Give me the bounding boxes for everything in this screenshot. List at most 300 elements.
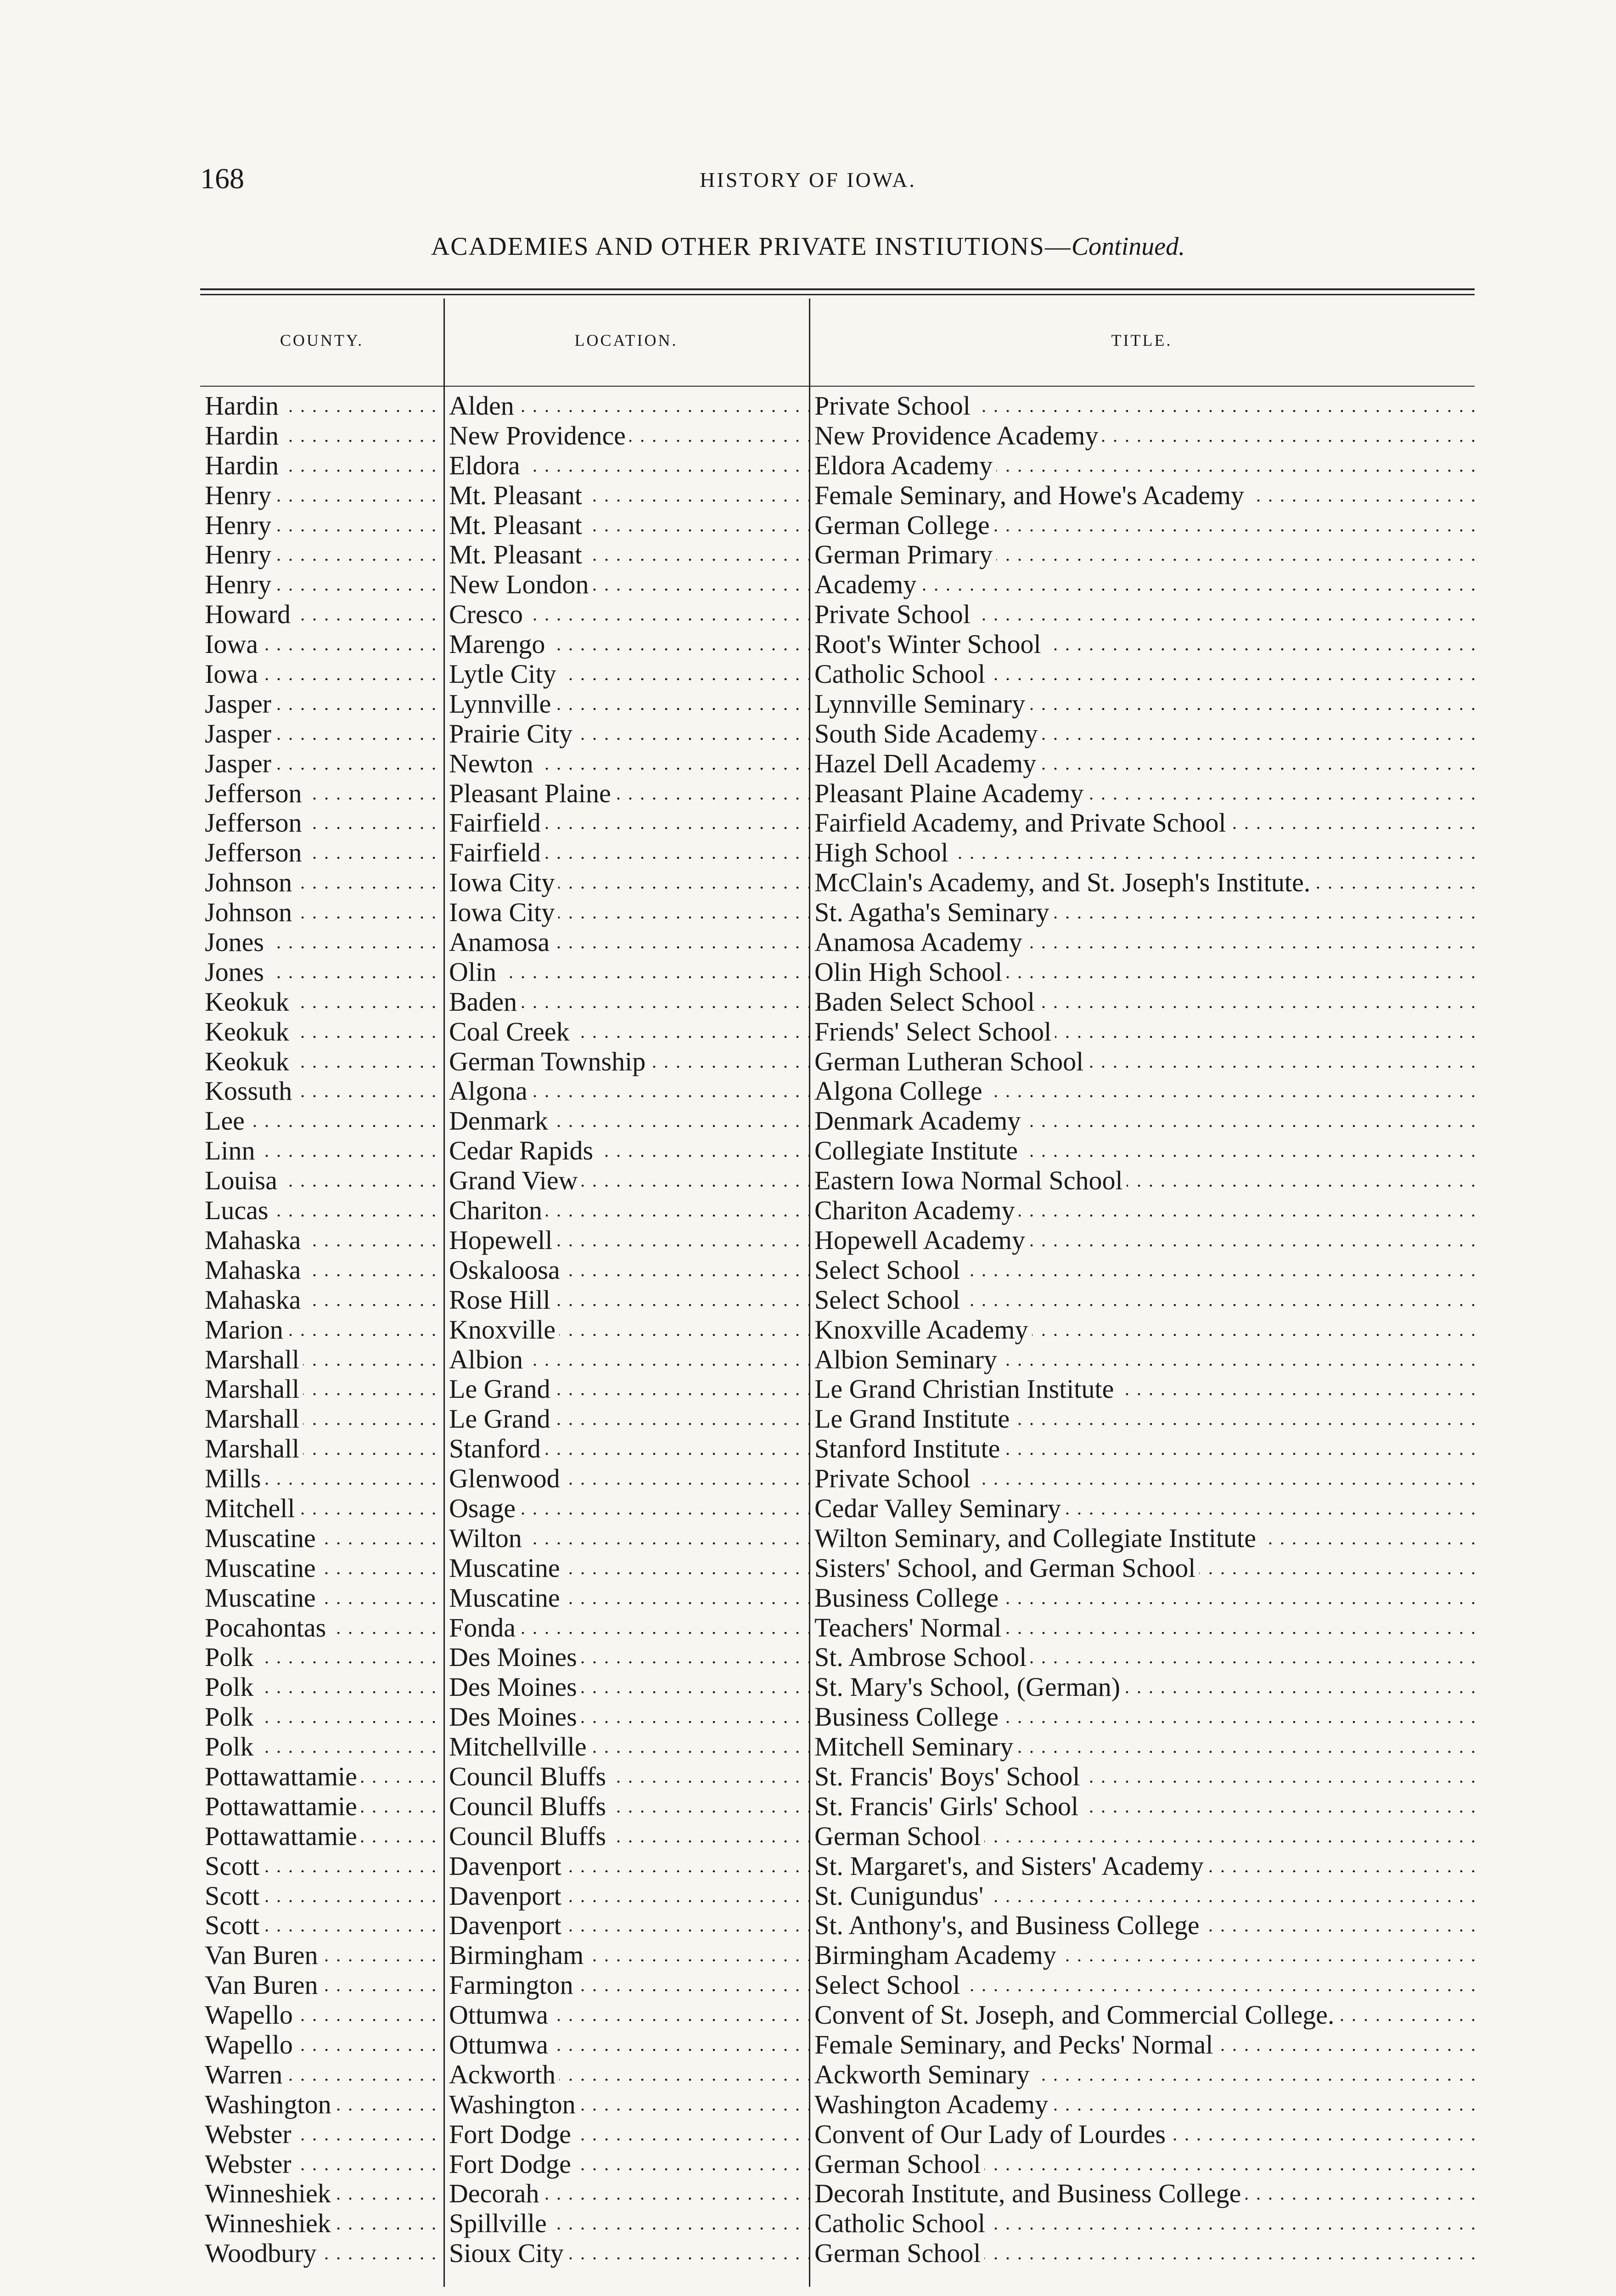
county-cell xyxy=(205,391,443,421)
location-cell xyxy=(449,898,809,928)
title-cell xyxy=(814,1136,1475,1166)
county-cell xyxy=(205,659,443,689)
location-cell-text: Alden xyxy=(449,391,518,421)
table-row xyxy=(200,421,1475,451)
title-cell-text: Knoxville Academy xyxy=(814,1315,1032,1345)
county-cell-text: Henry xyxy=(205,481,275,510)
table-row xyxy=(200,868,1475,898)
table-row xyxy=(200,1226,1475,1255)
county-cell-text: Mahaska xyxy=(205,1255,304,1285)
title-cell xyxy=(814,1166,1475,1196)
location-cell xyxy=(449,1851,809,1881)
county-cell xyxy=(205,1941,443,1970)
county-cell xyxy=(205,987,443,1017)
county-cell xyxy=(205,1583,443,1613)
location-cell-text: New London xyxy=(449,570,592,599)
location-cell-text: New Providence xyxy=(449,421,629,450)
table-row xyxy=(200,1911,1475,1941)
location-cell-text: Pleasant Plaine xyxy=(449,779,615,808)
county-cell xyxy=(205,1970,443,2000)
title-cell xyxy=(814,1851,1475,1881)
location-cell-text: Des Moines xyxy=(449,1672,581,1702)
title-cell-text: German School xyxy=(814,1822,984,1851)
title-cell-text: Female Seminary, and Pecks' Normal xyxy=(814,2030,1217,2060)
location-cell-text: Fort Dodge xyxy=(449,2120,575,2149)
title-cell-text: Friends' Select School xyxy=(814,1017,1055,1047)
title-cell xyxy=(814,1613,1475,1643)
title-cell-text: Ackworth Seminary xyxy=(814,2060,1033,2089)
location-cell-text: Council Bluffs xyxy=(449,1762,610,1791)
location-cell xyxy=(449,1285,809,1315)
location-cell xyxy=(449,1643,809,1672)
table-row xyxy=(200,1315,1475,1345)
title-cell-text: German Primary xyxy=(814,540,996,569)
title-cell xyxy=(814,2060,1475,2090)
location-cell-text: Olin xyxy=(449,957,500,987)
location-cell xyxy=(449,1255,809,1285)
location-cell-text: Glenwood xyxy=(449,1464,564,1493)
county-cell-text: Jasper xyxy=(205,749,275,778)
title-cell xyxy=(814,2090,1475,2120)
location-cell-text: Fonda xyxy=(449,1613,519,1643)
location-cell xyxy=(449,1404,809,1434)
table-row xyxy=(200,630,1475,659)
location-cell xyxy=(449,1047,809,1077)
county-cell-text: Jefferson xyxy=(205,779,306,808)
title-cell xyxy=(814,689,1475,719)
county-cell-text: Mahaska xyxy=(205,1285,304,1315)
county-cell-text: Van Buren xyxy=(205,1970,321,2000)
county-cell xyxy=(205,1136,443,1166)
location-cell xyxy=(449,838,809,868)
title-cell-text: New Providence Academy xyxy=(814,421,1102,450)
title-cell-text: Private School xyxy=(814,391,974,421)
table-row xyxy=(200,570,1475,600)
table-row xyxy=(200,1672,1475,1702)
county-cell xyxy=(205,1762,443,1792)
title-cell xyxy=(814,1345,1475,1375)
location-cell-text: Denmark xyxy=(449,1106,552,1136)
location-cell-text: Decorah xyxy=(449,2179,543,2208)
county-cell-text: Iowa xyxy=(205,659,262,689)
county-cell-text: Polk xyxy=(205,1672,257,1702)
location-cell xyxy=(449,1672,809,1702)
location-cell-text: Council Bluffs xyxy=(449,1792,610,1821)
location-cell xyxy=(449,570,809,600)
location-cell xyxy=(449,1911,809,1941)
county-cell-text: Scott xyxy=(205,1851,263,1881)
location-cell xyxy=(449,1553,809,1583)
title-cell-text: Convent of St. Joseph, and Commercial College. xyxy=(814,2000,1338,2030)
location-cell xyxy=(449,1106,809,1136)
location-cell-text: Muscatine xyxy=(449,1553,564,1583)
table-row xyxy=(200,1524,1475,1553)
title-cell xyxy=(814,1285,1475,1315)
location-cell-text: Grand View xyxy=(449,1166,582,1195)
county-cell-text: Marshall xyxy=(205,1345,303,1374)
county-cell xyxy=(205,1851,443,1881)
title-cell-text: St. Agatha's Seminary xyxy=(814,898,1053,927)
county-cell-text: Polk xyxy=(205,1702,257,1732)
table-row xyxy=(200,987,1475,1017)
location-cell xyxy=(449,1762,809,1792)
county-cell xyxy=(205,1285,443,1315)
county-cell-text: Washington xyxy=(205,2090,335,2119)
county-cell-text: Lee xyxy=(205,1106,248,1136)
title-cell xyxy=(814,1792,1475,1822)
title-cell-text: McClain's Academy, and St. Joseph's Institute. xyxy=(814,868,1314,897)
location-cell xyxy=(449,1970,809,2000)
location-cell xyxy=(449,1583,809,1613)
county-cell xyxy=(205,570,443,600)
county-cell-text: Jefferson xyxy=(205,838,306,867)
title-cell-text: St. Cunigundus' xyxy=(814,1881,987,1911)
table-row xyxy=(200,1613,1475,1643)
column-header-title: TITLE. xyxy=(1111,331,1173,349)
county-cell xyxy=(205,511,443,540)
location-cell-text: Le Grand xyxy=(449,1374,554,1404)
location-cell-text: Washington xyxy=(449,2090,579,2119)
title-cell-text: German College xyxy=(814,511,993,540)
table-title xyxy=(0,232,1616,261)
title-cell-text: St. Anthony's, and Business College xyxy=(814,1911,1203,1940)
table-row xyxy=(200,1255,1475,1285)
location-cell-text: Mt. Pleasant xyxy=(449,481,586,510)
table-row xyxy=(200,1106,1475,1136)
title-cell-text: German School xyxy=(814,2150,984,2179)
county-cell-text: Mills xyxy=(205,1464,265,1493)
title-cell-text: Business College xyxy=(814,1583,1002,1613)
location-cell xyxy=(449,540,809,570)
location-cell xyxy=(449,2150,809,2179)
location-cell-text: Council Bluffs xyxy=(449,1822,610,1851)
county-cell-text: Marshall xyxy=(205,1374,303,1404)
county-cell-text: Muscatine xyxy=(205,1524,320,1553)
county-cell xyxy=(205,1196,443,1226)
title-cell-text: Birmingham Academy xyxy=(814,1941,1060,1970)
location-cell-text: Mitchellville xyxy=(449,1732,590,1761)
county-cell-text: Hardin xyxy=(205,421,282,450)
county-cell xyxy=(205,1404,443,1434)
county-cell xyxy=(205,957,443,987)
county-cell xyxy=(205,1643,443,1672)
title-cell-text: Lynnville Seminary xyxy=(814,689,1029,719)
county-cell xyxy=(205,1524,443,1553)
location-cell xyxy=(449,511,809,540)
title-cell xyxy=(814,928,1475,957)
title-cell-text: Catholic School xyxy=(814,2209,989,2238)
location-cell xyxy=(449,749,809,779)
table-row xyxy=(200,1345,1475,1375)
county-cell xyxy=(205,1792,443,1822)
title-cell xyxy=(814,1970,1475,2000)
table-row xyxy=(200,2209,1475,2239)
location-cell xyxy=(449,2179,809,2209)
county-cell xyxy=(205,2209,443,2239)
table-row xyxy=(200,1762,1475,1792)
county-cell-text: Mahaska xyxy=(205,1226,304,1255)
table-row xyxy=(200,689,1475,719)
county-cell xyxy=(205,2000,443,2030)
title-cell-text: Private School xyxy=(814,600,974,629)
location-cell xyxy=(449,2120,809,2150)
location-cell-text: Davenport xyxy=(449,1881,565,1911)
county-cell xyxy=(205,719,443,749)
table-row xyxy=(200,511,1475,540)
title-cell-text: Baden Select School xyxy=(814,987,1038,1017)
title-cell-text: Catholic School xyxy=(814,659,989,689)
county-cell-text: Wapello xyxy=(205,2030,297,2060)
county-cell-text: Henry xyxy=(205,540,275,569)
location-cell-text: Osage xyxy=(449,1494,519,1523)
county-cell xyxy=(205,1345,443,1375)
location-cell-text: Wilton xyxy=(449,1524,526,1553)
title-cell-text: Business College xyxy=(814,1702,1002,1732)
title-cell xyxy=(814,1226,1475,1255)
table-row xyxy=(200,1047,1475,1077)
county-cell xyxy=(205,2120,443,2150)
county-cell xyxy=(205,779,443,809)
location-cell xyxy=(449,481,809,511)
county-cell xyxy=(205,1464,443,1494)
title-cell xyxy=(814,540,1475,570)
title-cell xyxy=(814,1315,1475,1345)
county-cell-text: Hardin xyxy=(205,451,282,480)
title-cell xyxy=(814,1583,1475,1613)
county-cell-text: Jones xyxy=(205,928,268,957)
location-cell-text: Fairfield xyxy=(449,838,544,867)
title-cell-text: Hopewell Academy xyxy=(814,1226,1029,1255)
county-cell-text: Marshall xyxy=(205,1404,303,1434)
title-cell xyxy=(814,1076,1475,1106)
county-cell xyxy=(205,1166,443,1196)
county-cell xyxy=(205,600,443,630)
county-cell-text: Jasper xyxy=(205,719,275,748)
table-row xyxy=(200,1434,1475,1464)
title-cell-text: Le Grand Institute xyxy=(814,1404,1013,1434)
location-cell xyxy=(449,1166,809,1196)
county-cell-text: Scott xyxy=(205,1911,263,1940)
table-row xyxy=(200,838,1475,868)
location-cell-text: Knoxville xyxy=(449,1315,559,1345)
table-title-main: ACADEMIES AND OTHER PRIVATE INSTIUTIONS— xyxy=(431,232,1072,261)
county-cell xyxy=(205,1255,443,1285)
title-cell-text: Collegiate Institute xyxy=(814,1136,1021,1165)
county-cell-text: Marshall xyxy=(205,1434,303,1463)
county-cell-text: Wapello xyxy=(205,2000,297,2030)
table-row xyxy=(200,2060,1475,2090)
county-cell-text: Linn xyxy=(205,1136,259,1165)
column-header-county: COUNTY. xyxy=(280,331,364,349)
location-cell-text: Fairfield xyxy=(449,808,544,838)
county-cell-text: Johnson xyxy=(205,898,296,927)
table-row xyxy=(200,1017,1475,1047)
county-cell-text: Louisa xyxy=(205,1166,281,1195)
county-cell-text: Polk xyxy=(205,1732,257,1761)
table-row xyxy=(200,2090,1475,2120)
location-cell xyxy=(449,808,809,838)
county-cell-text: Keokuk xyxy=(205,1017,293,1047)
county-cell xyxy=(205,1374,443,1404)
location-cell xyxy=(449,1226,809,1255)
location-cell-text: Stanford xyxy=(449,1434,544,1463)
location-cell-text: Newton xyxy=(449,749,537,778)
county-cell xyxy=(205,1315,443,1345)
institutions-table xyxy=(200,391,1475,2268)
location-cell-text: Hopewell xyxy=(449,1226,556,1255)
location-cell-text: Eldora xyxy=(449,451,524,480)
county-cell-text: Polk xyxy=(205,1643,257,1672)
title-cell xyxy=(814,1732,1475,1762)
county-cell xyxy=(205,1076,443,1106)
county-cell-text: Winneshiek xyxy=(205,2179,335,2208)
table-row xyxy=(200,749,1475,779)
title-cell xyxy=(814,987,1475,1017)
location-cell xyxy=(449,1374,809,1404)
location-cell-text: Muscatine xyxy=(449,1583,564,1613)
location-cell xyxy=(449,868,809,898)
location-cell-text: Iowa City xyxy=(449,868,558,897)
title-cell-text: Denmark Academy xyxy=(814,1106,1024,1136)
location-cell-text: Marengo xyxy=(449,630,549,659)
location-cell-text: Ottumwa xyxy=(449,2030,552,2060)
title-cell-text: Eastern Iowa Normal School xyxy=(814,1166,1127,1195)
title-cell xyxy=(814,451,1475,481)
county-cell-text: Keokuk xyxy=(205,1047,293,1076)
county-cell xyxy=(205,540,443,570)
county-cell xyxy=(205,1822,443,1851)
county-cell xyxy=(205,2030,443,2060)
location-cell xyxy=(449,1464,809,1494)
table-row xyxy=(200,451,1475,481)
county-cell xyxy=(205,749,443,779)
title-cell-text: Anamosa Academy xyxy=(814,928,1026,957)
table-row xyxy=(200,1583,1475,1613)
title-cell xyxy=(814,868,1475,898)
county-cell xyxy=(205,689,443,719)
title-cell xyxy=(814,1404,1475,1434)
table-row xyxy=(200,1464,1475,1494)
title-cell-text: Academy xyxy=(814,570,920,599)
location-cell xyxy=(449,928,809,957)
title-cell xyxy=(814,2150,1475,2179)
title-cell xyxy=(814,2000,1475,2030)
location-cell xyxy=(449,1315,809,1345)
title-cell-text: Select School xyxy=(814,1255,964,1285)
location-cell xyxy=(449,1524,809,1553)
county-cell xyxy=(205,1553,443,1583)
table-row xyxy=(200,1702,1475,1732)
county-cell-text: Jefferson xyxy=(205,808,306,838)
title-cell xyxy=(814,1255,1475,1285)
title-cell xyxy=(814,1464,1475,1494)
table-row xyxy=(200,779,1475,809)
title-cell xyxy=(814,1881,1475,1911)
county-cell xyxy=(205,1613,443,1643)
title-cell-text: Female Seminary, and Howe's Academy xyxy=(814,481,1248,510)
table-row xyxy=(200,2239,1475,2268)
title-cell xyxy=(814,421,1475,451)
location-cell-text: Ottumwa xyxy=(449,2000,552,2030)
page-number: 168 xyxy=(200,162,244,195)
title-cell-text: St. Mary's School, (German) xyxy=(814,1672,1124,1702)
county-cell-text: Pottawattamie xyxy=(205,1822,361,1851)
table-row xyxy=(200,719,1475,749)
top-rule-secondary xyxy=(200,294,1475,295)
title-cell-text: Washington Academy xyxy=(814,2090,1052,2119)
title-cell xyxy=(814,1702,1475,1732)
title-cell-text: Le Grand Christian Institute xyxy=(814,1374,1117,1404)
county-cell-text: Henry xyxy=(205,511,275,540)
title-cell xyxy=(814,570,1475,600)
title-cell xyxy=(814,1494,1475,1524)
location-cell xyxy=(449,391,809,421)
title-cell xyxy=(814,1047,1475,1077)
title-cell-text: Algona College xyxy=(814,1076,986,1106)
location-cell-text: Albion xyxy=(449,1345,527,1374)
location-cell-text: Davenport xyxy=(449,1911,565,1940)
location-cell-text: Spillville xyxy=(449,2209,550,2238)
running-head: HISTORY OF IOWA. xyxy=(700,168,916,191)
title-cell xyxy=(814,2030,1475,2060)
location-cell xyxy=(449,719,809,749)
title-cell xyxy=(814,1434,1475,1464)
title-cell-text: Olin High School xyxy=(814,957,1006,987)
table-row xyxy=(200,659,1475,689)
location-cell-text: Algona xyxy=(449,1076,531,1106)
county-cell-text: Pottawattamie xyxy=(205,1762,361,1791)
table-row xyxy=(200,808,1475,838)
title-cell xyxy=(814,600,1475,630)
title-cell xyxy=(814,1643,1475,1672)
county-cell xyxy=(205,1732,443,1762)
location-cell-text: Cedar Rapids xyxy=(449,1136,597,1165)
county-cell xyxy=(205,1047,443,1077)
county-cell-text: Mitchell xyxy=(205,1494,299,1523)
title-cell-text: Sisters' School, and German School xyxy=(814,1553,1199,1583)
location-cell xyxy=(449,987,809,1017)
location-cell xyxy=(449,1434,809,1464)
title-cell-text: Stanford Institute xyxy=(814,1434,1004,1463)
county-cell-text: Muscatine xyxy=(205,1583,320,1613)
title-cell-text: German School xyxy=(814,2239,984,2268)
location-cell xyxy=(449,2030,809,2060)
location-cell-text: Des Moines xyxy=(449,1643,581,1672)
location-cell xyxy=(449,600,809,630)
table-row xyxy=(200,1494,1475,1524)
location-cell xyxy=(449,2209,809,2239)
county-cell xyxy=(205,2060,443,2090)
table-row xyxy=(200,2120,1475,2150)
table-row xyxy=(200,957,1475,987)
county-cell xyxy=(205,928,443,957)
table-row xyxy=(200,1732,1475,1762)
table-row xyxy=(200,1970,1475,2000)
location-cell xyxy=(449,1702,809,1732)
county-cell-text: Kossuth xyxy=(205,1076,296,1106)
title-cell-text: German Lutheran School xyxy=(814,1047,1087,1076)
location-cell-text: Lynnville xyxy=(449,689,555,719)
location-cell-text: Mt. Pleasant xyxy=(449,540,586,569)
location-cell xyxy=(449,1613,809,1643)
title-cell xyxy=(814,1672,1475,1702)
title-cell xyxy=(814,2239,1475,2268)
county-cell-text: Webster xyxy=(205,2150,295,2179)
table-row xyxy=(200,1404,1475,1434)
county-cell xyxy=(205,1911,443,1941)
title-cell xyxy=(814,481,1475,511)
location-cell xyxy=(449,421,809,451)
